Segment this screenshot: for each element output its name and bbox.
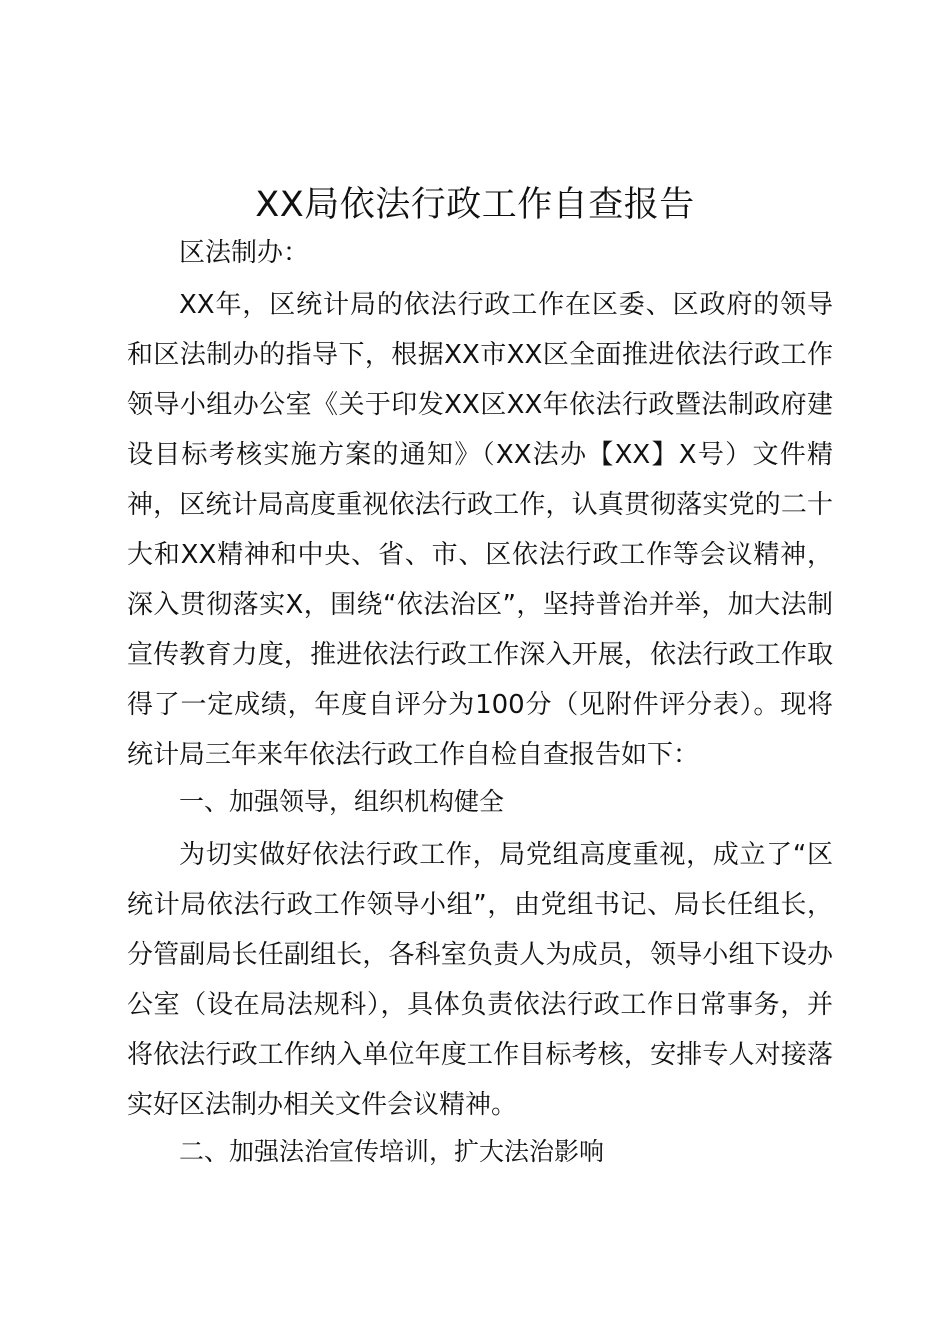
document-title: XX局依法行政工作自查报告 bbox=[255, 185, 695, 225]
paragraph-intro: XX年，区统计局的依法行政工作在区委、区政府的领导和区法制办的指导下，根据XX市XX区全面推进依法行政工作领导小组办公室《关于印发XX区XX年依法行政暨法制政府建设目标考核实施方案的通知》（XX法办【XX】X号）文件精神，区统计局高度重视依法行政工作，认真贯彻落实党的二十大和XX精神和中央、省、市、区依法行政工作等会议精神，深入贯彻落实X，围绕“依法治区”，坚持普治并举，加大法制宣传教育力度，推进依法行政工作深入开展，依法行政工作取得了一定成绩，年度自评分为100分（见附件评分表）。现将统计局三年来年依法行政工作自检自查报告如下： bbox=[127, 290, 833, 770]
section-heading-2: 二、加强法治宣传培训，扩大法治影响 bbox=[179, 1137, 605, 1166]
salutation: 区法制办： bbox=[179, 238, 310, 268]
section-heading-1: 一、加强领导，组织机构健全 bbox=[179, 787, 505, 816]
paragraph-section-1: 为切实做好依法行政工作，局党组高度重视，成立了“区统计局依法行政工作领导小组”，由党组书记、局长任组长，分管副局长任副组长，各科室负责人为成员，领导小组下设办公室（设在局法规科），具体负责依法行政工作日常事务，并将依法行政工作纳入单位年度工作目标考核，安排专人对接落实好区法制办相关文件会议精神。 bbox=[127, 840, 833, 1120]
